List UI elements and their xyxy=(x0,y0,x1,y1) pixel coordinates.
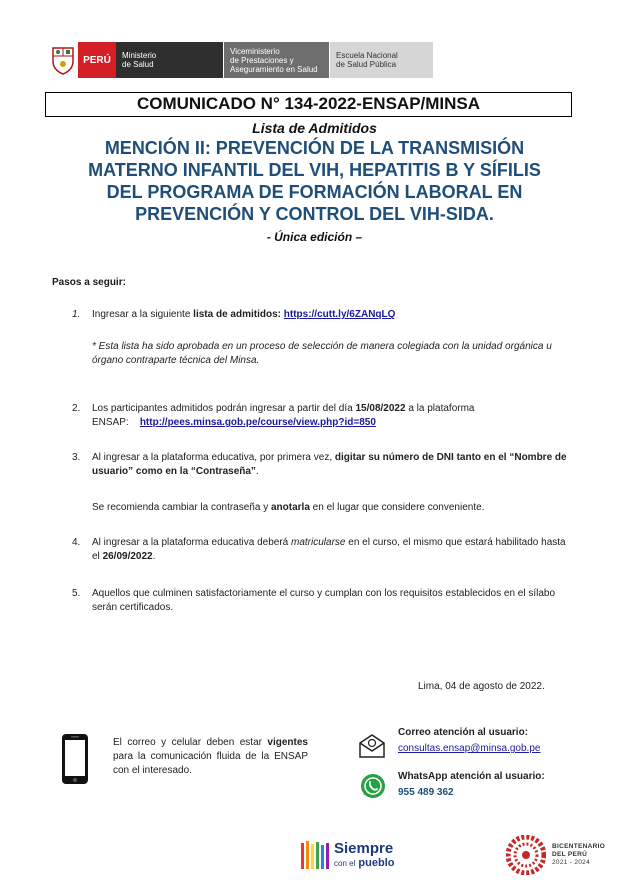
step-text-part: Se recomienda cambiar la contraseña y xyxy=(92,502,271,513)
mention-line: DEL PROGRAMA DE FORMACIÓN LABORAL EN xyxy=(106,182,523,202)
step-4 xyxy=(72,536,572,564)
steps-heading: Pasos a seguir: xyxy=(52,277,126,288)
step-text xyxy=(92,451,572,479)
step-italic-part: matricularse xyxy=(291,537,346,548)
bicentenario-line: DEL PERÚ xyxy=(552,851,588,858)
vice-ministry-label xyxy=(223,42,329,78)
step-text-part: Al ingresar a la plataforma educativa, por primera vez, xyxy=(92,452,335,463)
step-bold-part: digitar su número de DNI tanto en el “Nombre de usuario” como en la “Contraseña” xyxy=(92,452,567,477)
platform-link[interactable]: http://pees.minsa.gob.pe/course/view.php?id=850 xyxy=(139,417,376,428)
step-number: 4. xyxy=(72,537,81,548)
contact-note xyxy=(113,736,308,778)
whatsapp-icon xyxy=(360,773,386,799)
whatsapp-label: WhatsApp atención al usuario: xyxy=(398,771,545,782)
step-number: 5. xyxy=(72,588,81,599)
mobile-phone-icon xyxy=(61,733,89,785)
document-date: Lima, 04 de agosto de 2022. xyxy=(418,681,545,692)
bicentenario-seal-icon xyxy=(506,835,546,875)
peru-label: PERÚ xyxy=(78,42,116,78)
ministry-label xyxy=(116,42,223,78)
step-3 xyxy=(72,451,572,479)
step-bold-part: lista de admitidos: xyxy=(193,309,281,320)
start-date: 15/08/2022 xyxy=(355,403,406,414)
siempre-word: Siempre xyxy=(334,839,394,857)
mention-heading xyxy=(40,137,589,225)
step-text-part: Los participantes admitidos podrán ingresar a partir del día xyxy=(92,403,356,414)
step-text xyxy=(92,402,572,430)
email-label: Correo atención al usuario: xyxy=(398,727,529,738)
con-el-word: con el xyxy=(334,858,356,868)
step-1-note: * Esta lista ha sido aprobada en un proceso de selección de manera colegiada con la unidad orgánica u órgano contraparte técnica del Minsa. xyxy=(92,341,552,366)
contact-bold-part: vigentes xyxy=(267,737,308,748)
end-date: 26/09/2022 xyxy=(102,551,153,562)
step-text-part: en el curso, el mismo que estará habilitado hasta el xyxy=(92,537,566,562)
whatsapp-number: 955 489 362 xyxy=(398,787,454,798)
admitted-list-link[interactable]: https://cutt.ly/6ZANqLQ xyxy=(283,309,396,320)
edition-label: - Única edición – xyxy=(266,230,363,244)
step-text-part: en el lugar que considere conveniente. xyxy=(309,502,485,513)
siempre-logo-text xyxy=(334,839,395,871)
step-text-part: . xyxy=(255,466,259,477)
mention-line: MENCIÓN II: PREVENCIÓN DE LA TRANSMISIÓN xyxy=(104,138,525,158)
mention-line: MATERNO INFANTIL DEL VIH, HEPATITIS B Y SÍFILIS xyxy=(88,160,541,180)
bicentenario-line: BICENTENARIO xyxy=(552,843,606,850)
siempre-logo-icon xyxy=(300,839,330,873)
step-text xyxy=(92,536,572,564)
document-subtitle: Lista de Admitidos xyxy=(252,120,377,136)
school-label xyxy=(329,42,433,78)
step-3-recommendation xyxy=(92,501,572,515)
step-text xyxy=(92,308,572,322)
vice-ministry-text: Viceministerio de Prestaciones y Aseguramiento en Salud xyxy=(230,46,318,74)
step-text-part: . xyxy=(152,551,156,562)
document-title: COMUNICADO N° 134-2022-ENSAP/MINSA xyxy=(45,92,572,117)
school-text: Escuela Nacional de Salud Pública xyxy=(336,51,398,69)
step-number: 1. xyxy=(72,309,81,320)
bicentenario-text xyxy=(552,843,605,867)
contact-text-part: para la comunicación fluida de la ENSAP con el interesado. xyxy=(113,751,308,776)
step-text-part: a la plataforma xyxy=(405,403,475,414)
contact-text-part: El correo y celular deben estar xyxy=(113,737,268,748)
bicentenario-logo xyxy=(506,835,605,875)
step-number: 2. xyxy=(72,403,81,414)
peru-coat-of-arms-icon xyxy=(48,42,78,78)
pueblo-text: pueblo xyxy=(358,856,395,869)
step-text: Aquellos que culminen satisfactoriamente el curso y cumplan con los requisitos establecidos en el sílabo serán certificados. xyxy=(92,588,556,613)
step-5 xyxy=(72,587,572,615)
step-1 xyxy=(72,308,572,322)
step-2 xyxy=(72,402,572,430)
bicentenario-line: 2021 - 2024 xyxy=(552,859,590,866)
institution-header xyxy=(48,42,433,78)
mention-line: PREVENCIÓN Y CONTROL DEL VIH-SIDA. xyxy=(135,204,494,224)
siempre-con-el-pueblo-logo xyxy=(300,838,394,874)
email-link[interactable]: consultas.ensap@minsa.gob.pe xyxy=(398,743,541,754)
email-icon xyxy=(358,733,386,759)
step-text-part: Ingresar a la siguiente xyxy=(92,309,194,320)
step-bold-part: anotarla xyxy=(270,502,310,513)
step-text-part: Al ingresar a la plataforma educativa deberá xyxy=(92,537,292,548)
pueblo-word xyxy=(334,856,394,871)
ministry-text: Ministerio de Salud xyxy=(122,51,157,69)
step-number: 3. xyxy=(72,452,81,463)
step-text-part: ENSAP: xyxy=(92,417,129,428)
